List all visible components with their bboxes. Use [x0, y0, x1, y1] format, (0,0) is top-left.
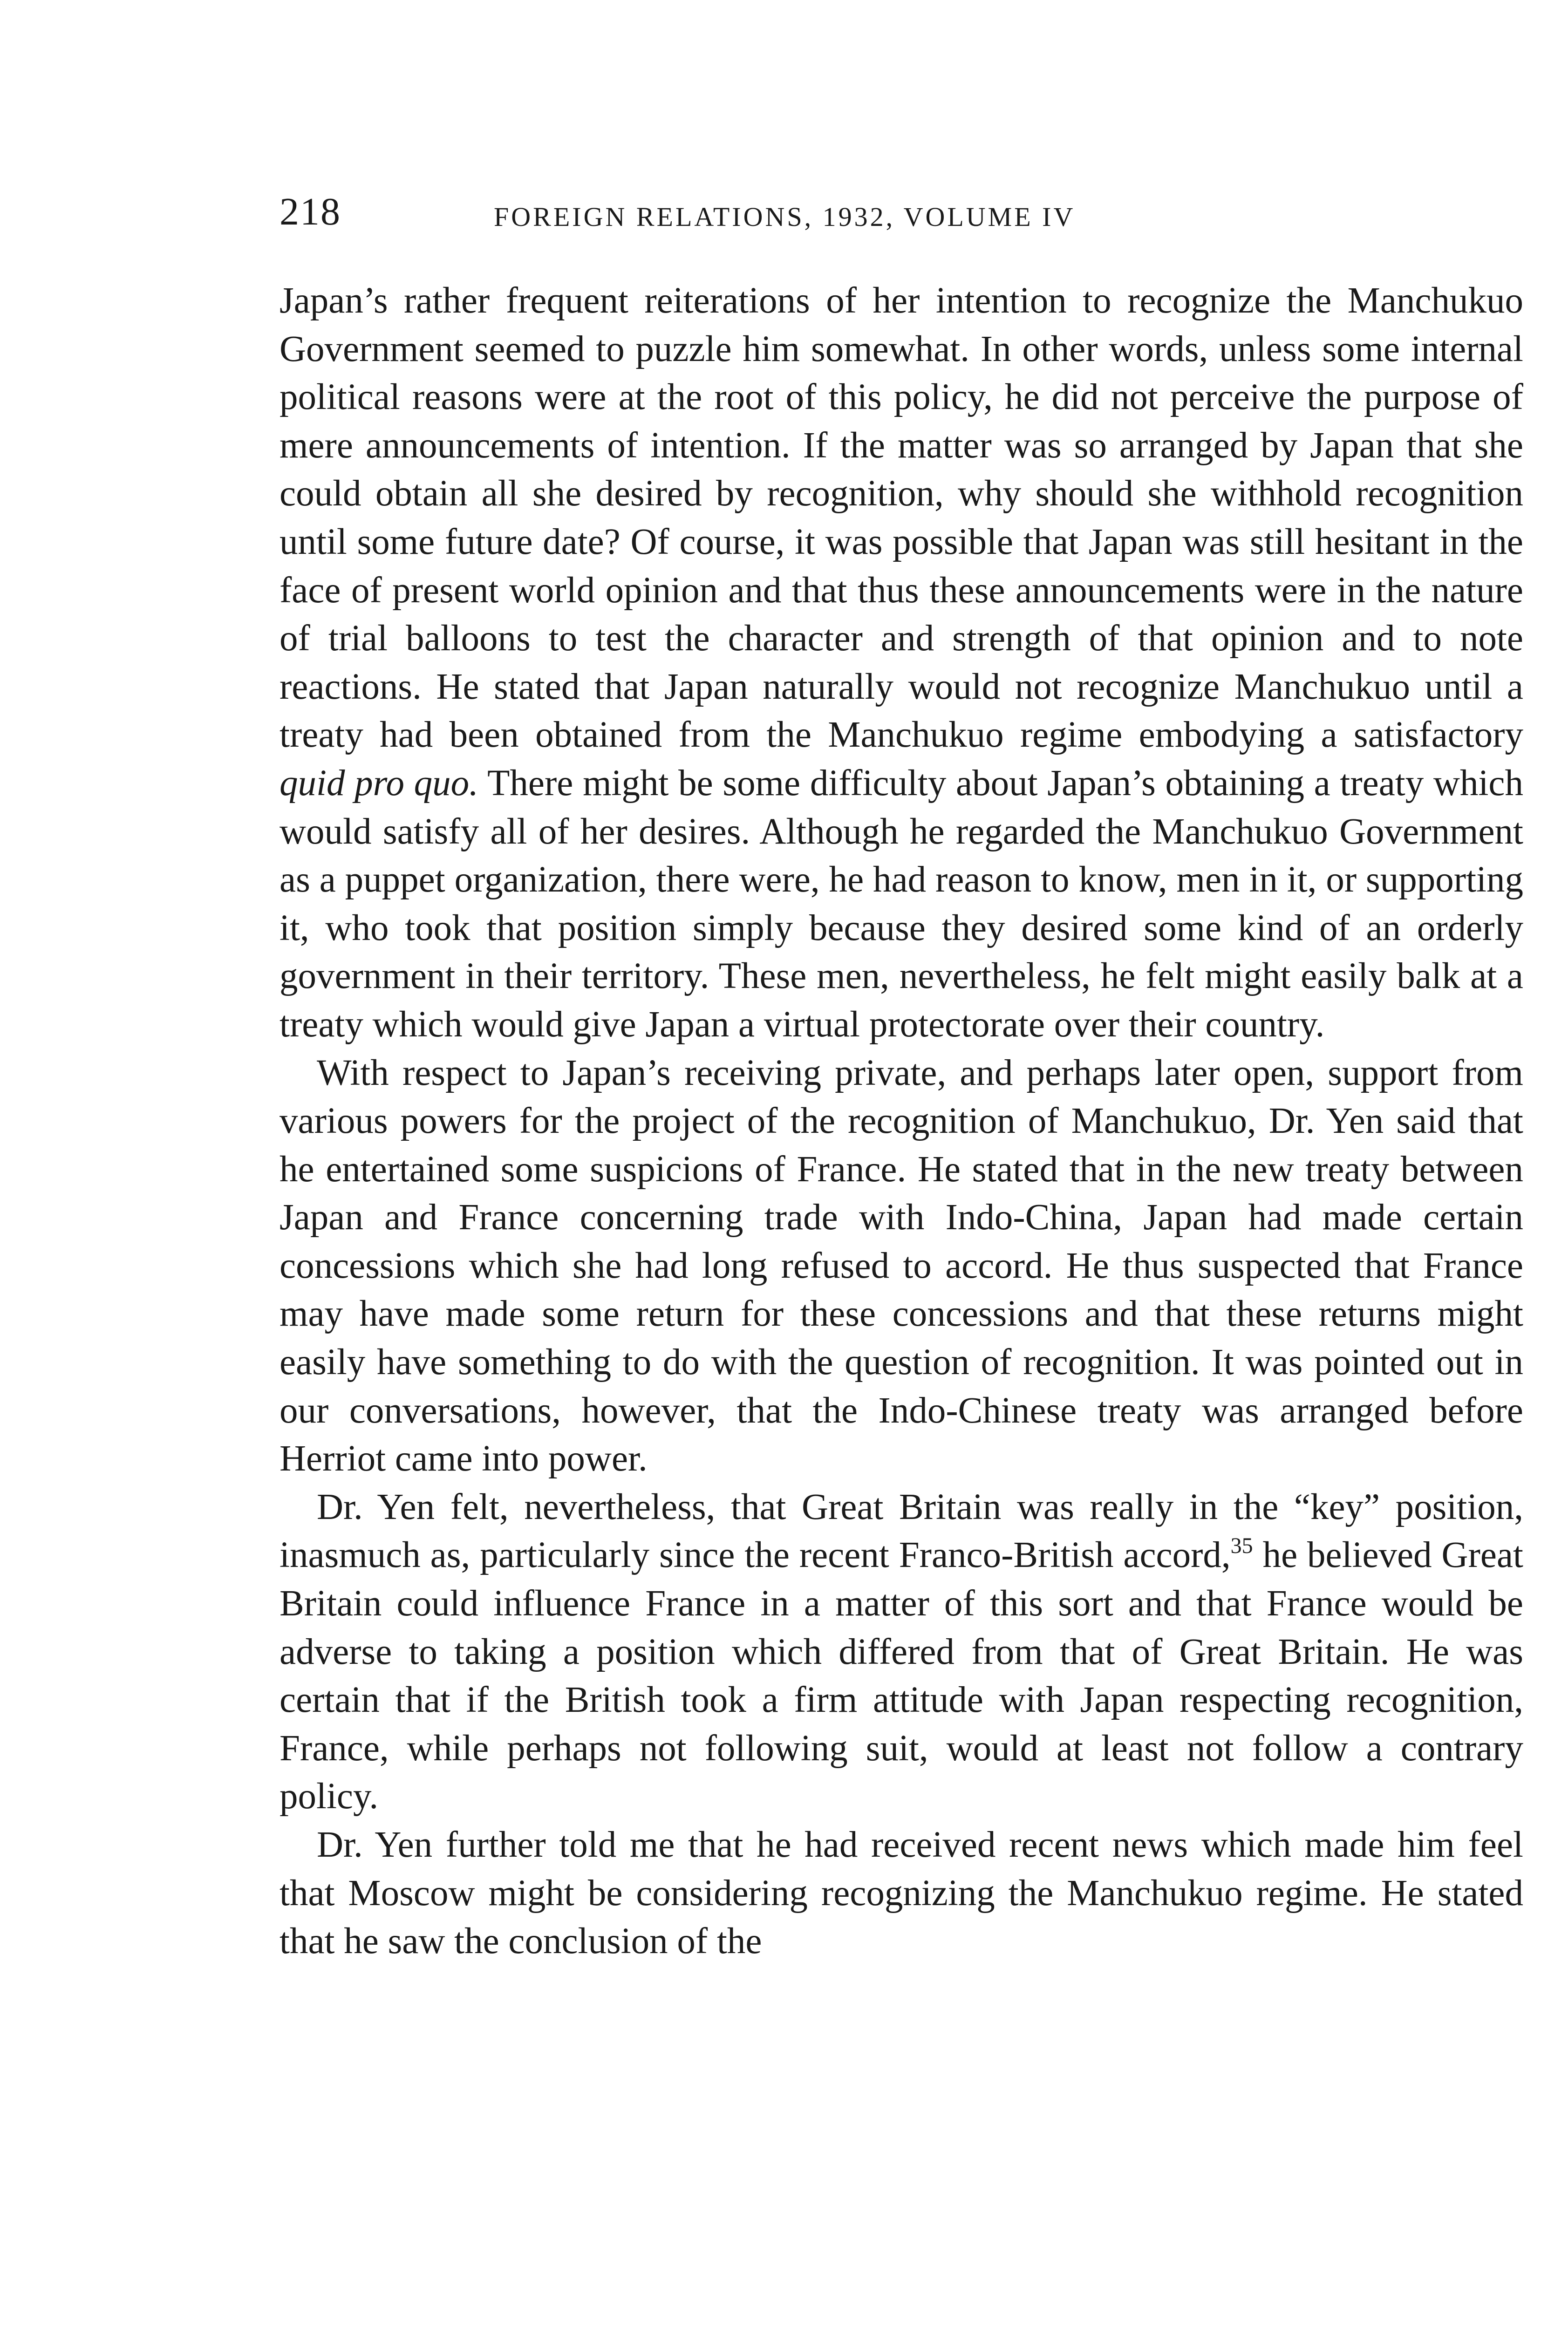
- paragraph-2: With respect to Japan’s receiving private, and perhaps later open, support from various powers for the project of the recognition of Manchukuo, Dr. Yen said that he entertained some suspicions of France. He stated that in the new treaty between Japan and France concerning trade with Indo-China, Japan had made certain concessions which she had long refused to accord. He thus suspected that France may have made some return for these concessions and that these returns might easily have something to do with the question of recognition. It was pointed out in our conversations, however, that the Indo-Chinese treaty was arranged before Herriot came into power.: [280, 1052, 1523, 1479]
- paragraph-1-text-b: There might be some difficulty about Japan’s obtaining a treaty which would satisfy all of her desires. Although he regarded the Manchukuo Government as a puppet organization, there were, he had reason to know, men in it, or supporting it, who took that position simply because they desired some kind of an orderly government in their territory. These men, nevertheless, he felt might easily balk at a treaty which would give Japan a virtual protectorate over their country.: [280, 763, 1523, 1045]
- footnote-reference: 35: [1230, 1533, 1253, 1559]
- paragraph-1-italic-phrase: quid pro quo.: [280, 763, 478, 804]
- paragraph-3-text-b: he believed Great Britain could influence France in a matter of this sort and that France would be adverse to taking a position which differed from that of Great Britain. He was certain that if the British took a firm attitude with Japan respecting recognition, France, while perhaps not following suit, would at least not follow a contrary policy.: [280, 1535, 1523, 1817]
- running-title: FOREIGN RELATIONS, 1932, VOLUME IV: [494, 202, 1076, 232]
- body-text: [280, 277, 1523, 1966]
- page-header: [280, 189, 1523, 245]
- paragraph-1: [280, 277, 1523, 1049]
- paragraph-3: [280, 1483, 1523, 1821]
- page-number: 218: [280, 190, 341, 233]
- paragraph-4: Dr. Yen further told me that he had received recent news which made him feel that Moscow might be considering recognizing the Manchukuo regime. He stated that he saw the conclusion of the: [280, 1825, 1523, 1962]
- paragraph-3-text-a: Dr. Yen felt, nevertheless, that Great Britain was really in the “key” position, inasmuch as, particularly since the recent Franco-British accord,: [280, 1486, 1523, 1576]
- paragraph-1-text-a: Japan’s rather frequent reiterations of her intention to recognize the Manchukuo Government seemed to puzzle him somewhat. In other words, unless some internal political reasons were at the root of this policy, he did not perceive the purpose of mere announcements of intention. If the matter was so arranged by Japan that she could obtain all she desired by recognition, why should she withhold recognition until some future date? Of course, it was possible that Japan was still hesitant in the face of present world opinion and that thus these announcements were in the nature of trial balloons to test the character and strength of that opinion and to note reactions. He stated that Japan naturally would not recognize Manchukuo until a treaty had been obtained from the Manchukuo regime embodying a satisfactory: [280, 280, 1523, 756]
